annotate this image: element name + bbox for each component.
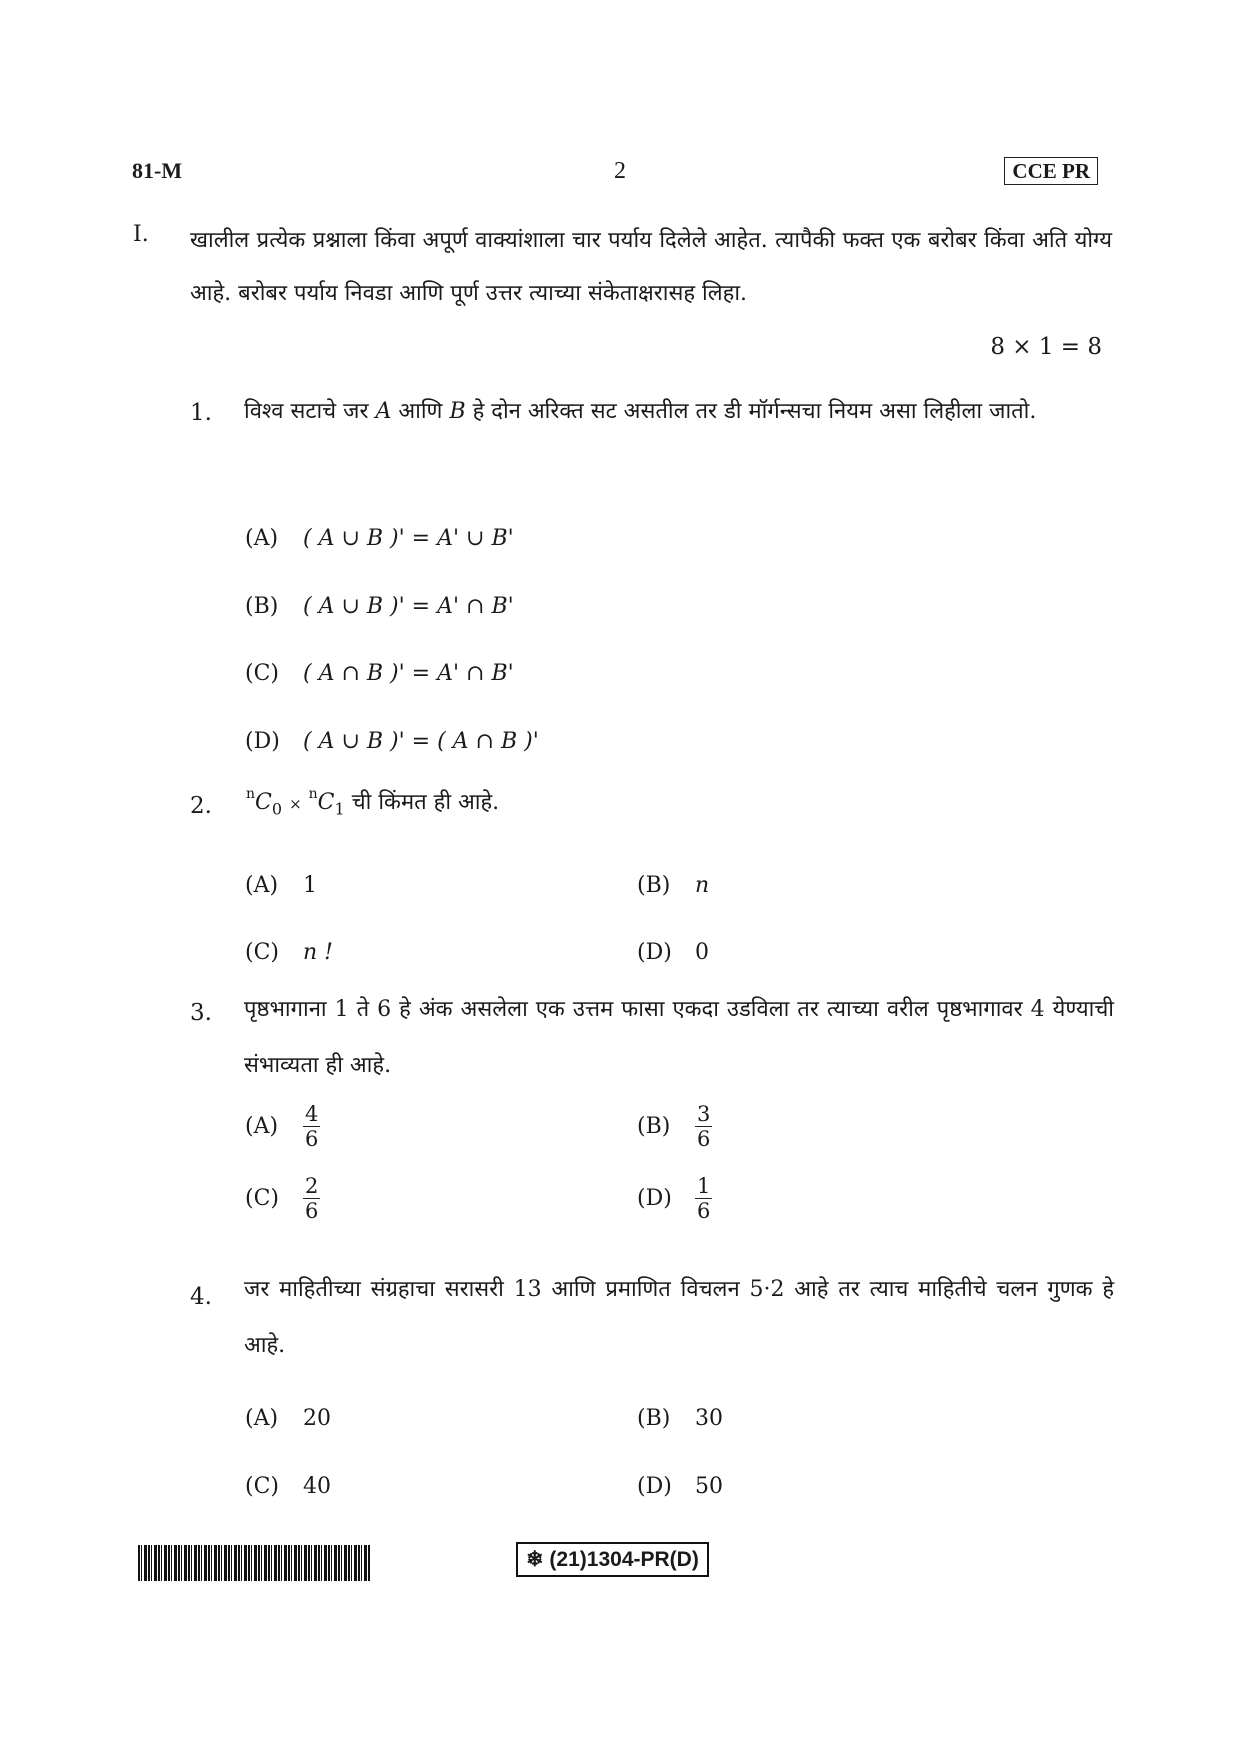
question-1-option-c[interactable]: (C) ( A ∩ B )' = A' ∩ B': [245, 661, 514, 686]
page-number: 2: [614, 158, 626, 184]
question-3-option-b[interactable]: (B) $\frac{3}{6}$: [637, 1102, 711, 1151]
footer-paper-code: ❄ (21)1304-PR(D): [516, 1542, 709, 1577]
paper-code: 81-M: [132, 158, 183, 183]
question-4-option-d[interactable]: (D) 50: [637, 1474, 723, 1499]
barcode: [138, 1545, 370, 1581]
question-2-option-c[interactable]: (C) n !: [245, 940, 334, 965]
question-3-option-d[interactable]: (D) $\frac{1}{6}$: [637, 1174, 711, 1223]
section-number: I.: [133, 222, 149, 247]
question-3-option-a[interactable]: (A) $\frac{4}{6}$: [245, 1102, 319, 1151]
combination-expression: $^nC_0 \times ^nC_1$: [246, 786, 345, 819]
section-instruction: खालील प्रत्येक प्रश्नाला किंवा अपूर्ण वाक्यांशाला चार पर्याय दिलेले आहेत. त्यापैकी फक्त एक बरोबर किंवा अति योग्य आहे. बरोबर पर्याय निवडा आणि पूर्ण उत्तर त्याच्या संकेताक्षरासह लिहा.: [190, 228, 1112, 306]
fraction: $\frac{4}{6}$: [305, 1102, 319, 1151]
marks-allocation: 8 × 1 = 8: [990, 334, 1102, 360]
question-1-number: 1.: [190, 400, 212, 426]
question-4-option-b[interactable]: (B) 30: [637, 1406, 723, 1431]
question-1-option-b[interactable]: (B) ( A ∪ B )' = A' ∩ B': [245, 594, 514, 619]
fraction: $\frac{1}{6}$: [697, 1174, 711, 1223]
question-2-number: 2.: [190, 793, 212, 819]
question-3-number: 3.: [190, 1000, 212, 1026]
question-4-option-a[interactable]: (A) 20: [245, 1406, 331, 1431]
question-2-text: $^nC_0 \times ^nC_1$ ची किंमत ही आहे.: [246, 786, 500, 819]
question-1-option-d[interactable]: (D) ( A ∪ B )' = ( A ∩ B )': [245, 729, 539, 754]
question-1-option-a[interactable]: (A) ( A ∪ B )' = A' ∪ B': [245, 526, 514, 551]
cce-pr-badge: CCE PR: [1004, 157, 1098, 185]
question-4-number: 4.: [190, 1284, 212, 1310]
question-4-text: जर माहितीच्या संग्रहाचा सरासरी 13 आणि प्रमाणित विचलन 5·2 आहे तर त्याच माहितीचे चलन गुणक हे आहे.: [244, 1277, 1114, 1358]
fraction: $\frac{3}{6}$: [697, 1102, 711, 1151]
question-2-option-d[interactable]: (D) 0: [637, 940, 709, 965]
question-3-option-c[interactable]: (C) $\frac{2}{6}$: [245, 1174, 319, 1223]
question-4-option-c[interactable]: (C) 40: [245, 1474, 331, 1499]
question-3-text: पृष्ठभागाना 1 ते 6 हे अंक असलेला एक उत्तम फासा एकदा उडविला तर त्याच्या वरील पृष्ठभागावर 4 येण्याची संभाव्यता ही आहे.: [244, 997, 1114, 1078]
question-1-text: विश्व सटाचे जर A आणि B हे दोन अरिक्त सट असतील तर डी मॉर्गन्सचा नियम असा लिहीला जातो.: [244, 399, 1037, 424]
question-2-option-b[interactable]: (B) n: [637, 873, 710, 898]
question-2-option-a[interactable]: (A) 1: [245, 873, 317, 898]
fraction: $\frac{2}{6}$: [305, 1174, 319, 1223]
